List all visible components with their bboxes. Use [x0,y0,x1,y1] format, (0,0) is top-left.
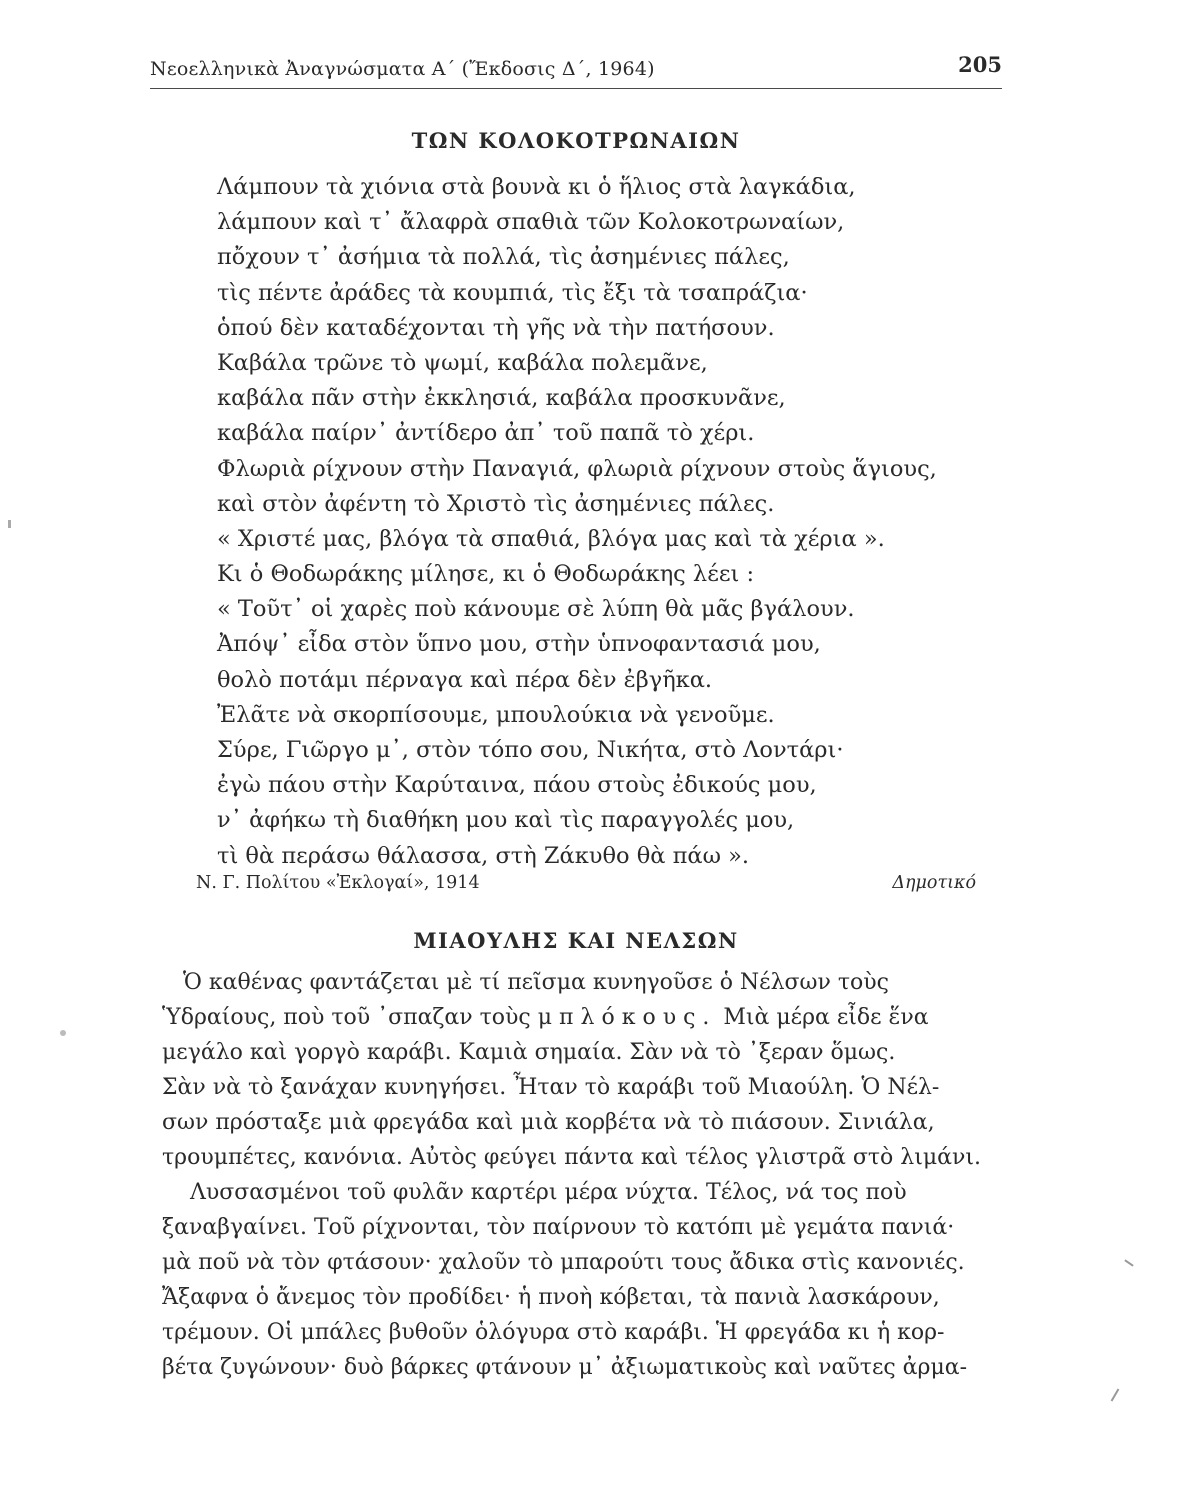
story-line: ξαναβγαίνει. Τοῦ ρίχνονται, τὸν παίρνουν τὸ κατόπι μὲ γεμάτα πανιά· [162,1215,955,1240]
scan-speck [1111,1388,1120,1401]
story-line: τρέμουν. Οἱ μπάλες βυθοῦν ὁλόγυρα στὸ καράβι. Ἡ φρεγάδα κι ἡ κορ- [162,1320,945,1345]
story-line-text: Ὁ καθένας φαντάζεται μὲ τί πεῖσμα κυνηγοῦσε ὁ Νέλσων τοὺς [182,970,889,995]
scan-speck [8,520,11,528]
poem-line: ὁπού δὲν καταδέχονται τὴ γῆς νὰ τὴν πατήσουν. [217,314,775,341]
poem-source: Ν. Γ. Πολίτου «Ἐκλογαί», 1914 [196,873,480,893]
poem-line: « Τοῦτ᾿ οἱ χαρὲς ποὺ κάνουμε σὲ λύπη θὰ μᾶς βγάλουν. [217,596,855,623]
poem-line: ἐγὼ πάου στὴν Καρύταινα, πάου στοὺς ἐδικούς μου, [217,772,817,799]
poem-line: Λάμπουν τὰ χιόνια στὰ βουνὰ κι ὁ ἥλιος στὰ λαγκάδια, [217,174,856,200]
running-header [150,52,1002,89]
poem-line: Καβάλα τρῶνε τὸ ψωμί, καβάλα πολεμᾶνε, [217,349,708,376]
poem-line: θολὸ ποτάμι πέρναγα καὶ πέρα δὲν ἐβγῆκα. [217,666,713,693]
story-line: Σὰν νὰ τὸ ξανάχαν κυνηγήσει. Ἦταν τὸ καράβι τοῦ Μιαούλη. Ὁ Νέλ- [162,1075,940,1100]
story-title: ΜΙΑΟΥΛΗΣ ΚΑΙ ΝΕΛΣΩΝ [413,928,739,953]
poem-genre: Δημοτικό [892,873,976,893]
scan-speck [60,1030,66,1036]
scan-speck [1124,1259,1133,1266]
book-title: Νεοελληνικὰ Ἀναγνώσματα Α΄ (Ἔκδοσις Δ΄, 1964) [150,58,655,80]
poem-line: Κι ὁ Θοδωράκης μίλησε, κι ὁ Θοδωράκης λέει : [217,561,755,588]
poem-line: τὶ θὰ περάσω θάλασσα, στὴ Ζάκυθο θὰ πάω ». [217,842,749,869]
story-line-text: Μιὰ μέρα εἶδε ἕνα [716,1005,929,1030]
story-line: σων πρόσταξε μιὰ φρεγάδα καὶ μιὰ κορβέτα νὰ τὸ πιάσουν. Σινιάλα, [162,1110,935,1135]
poem-body [217,170,1017,874]
page-number: 205 [958,52,1002,77]
story-line [162,965,1012,1000]
story-line: Λυσσασμένοι τοῦ φυλᾶν καρτέρι μέρα νύχτα. Τέλος, νά τος ποὺ [162,1180,907,1205]
poem-line: πὄχουν τ᾿ ἀσήμια τὰ πολλά, τὶς ἀσημένιες πάλες, [217,244,790,271]
story-line: μὰ ποῦ νὰ τὸν φτάσουν· χαλοῦν τὸ μπαρούτι τους ἄδικα στὶς κανονιές. [162,1250,965,1275]
poem-attribution [196,873,976,901]
poem-line: τὶς πέντε ἀράδες τὰ κουμπιά, τὶς ἔξι τὰ τσαπράζια· [217,279,808,306]
poem-line: Σύρε, Γιῶργο μ᾿, στὸν τόπο σου, Νικήτα, στὸ Λοντάρι· [217,737,844,763]
poem-line: Ἐλᾶτε νὰ σκορπίσουμε, μπουλούκια νὰ γενοῦμε. [217,701,775,728]
story-body [162,965,1012,1385]
spaced-emphasis: μπλόκους. [537,1005,717,1030]
story-line: Ἄξαφνα ὁ ἄνεμος τὸν προδίδει· ἡ πνοὴ κόβεται, τὰ πανιὰ λασκάρουν, [162,1285,940,1310]
poem-title: ΤΩΝ ΚΟΛΟΚΟΤΡΩΝΑΙΩΝ [411,128,741,153]
story-line: βέτα ζυγώνουν· δυὸ βάρκες φτάνουν μ᾿ ἀξιωματικοὺς καὶ ναῦτες ἀρμα- [162,1355,968,1380]
poem-line: ν᾿ ἀφήκω τὴ διαθήκη μου καὶ τὶς παραγγολές μου, [217,807,795,834]
poem-line: Ἀπόψ᾿ εἶδα στὸν ὕπνο μου, στὴν ὑπνοφαντασιά μου, [217,631,821,658]
poem-line: καβάλα πᾶν στὴν ἐκκλησιά, καβάλα προσκυνᾶνε, [217,385,786,412]
poem-line: καὶ στὸν ἀφέντη τὸ Χριστὸ τὶς ἀσημένιες πάλες. [217,490,775,517]
story-line: μεγάλο καὶ γοργὸ καράβι. Καμιὰ σημαία. Σὰν νὰ τὸ ᾿ξεραν ὅμως. [162,1040,896,1065]
story-line-text: Ὑδραίους, ποὺ τοῦ ᾿σπαζαν τοὺς [162,1005,538,1030]
poem-line: καβάλα παίρν᾿ ἀντίδερο ἀπ᾿ τοῦ παπᾶ τὸ χέρι. [217,420,755,447]
story-line [162,1000,1012,1035]
poem-line: λάμπουν καὶ τ᾿ ἄλαφρὰ σπαθιὰ τῶν Κολοκοτρωναίων, [217,209,845,236]
poem-line: Φλωριὰ ρίχνουν στὴν Παναγιά, φλωριὰ ρίχνουν στοὺς ἅγιους, [217,455,937,482]
poem-line: « Χριστέ μας, βλόγα τὰ σπαθιά, βλόγα μας καὶ τὰ χέρια ». [217,525,885,552]
story-line: τρουμπέτες, κανόνια. Αὐτὸς φεύγει πάντα καὶ τέλος γλιστρᾶ στὸ λιμάνι. [162,1145,981,1170]
